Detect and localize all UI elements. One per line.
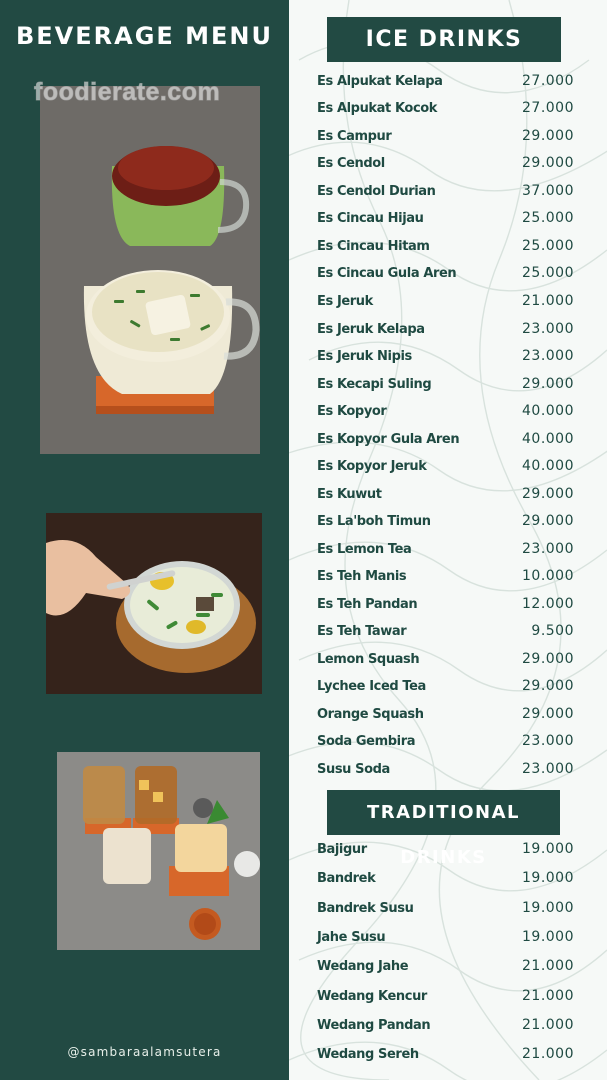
- item-name: Es Jeruk Kelapa: [317, 322, 425, 337]
- menu-item: [317, 841, 574, 857]
- item-price: 21.000: [522, 1017, 574, 1033]
- menu-item: [317, 678, 574, 694]
- menu-title: BEVERAGE MENU: [15, 22, 273, 50]
- menu-item: [317, 568, 574, 584]
- item-price: 10.000: [522, 568, 574, 584]
- es-campur-photo: [46, 513, 262, 694]
- menu-item: [317, 1017, 574, 1033]
- menu-item: [317, 293, 574, 309]
- item-name: Es Kopyor Jeruk: [317, 459, 427, 474]
- menu-item: [317, 1046, 574, 1062]
- item-price: 19.000: [522, 900, 574, 916]
- menu-item: [317, 183, 574, 199]
- item-price: 27.000: [522, 100, 574, 116]
- item-name: Wedang Jahe: [317, 959, 409, 974]
- item-price: 12.000: [522, 596, 574, 612]
- menu-item: [317, 128, 574, 144]
- item-name: Es Cendol Durian: [317, 184, 436, 199]
- item-price: 29.000: [522, 678, 574, 694]
- menu-item: [317, 513, 574, 529]
- traditional-drinks-photo-graphic: [57, 752, 260, 950]
- item-price: 25.000: [522, 265, 574, 281]
- item-price: 37.000: [522, 183, 574, 199]
- item-price: 29.000: [522, 706, 574, 722]
- menu-item: [317, 458, 574, 474]
- item-price: 23.000: [522, 541, 574, 557]
- menu-item: [317, 486, 574, 502]
- menu-item: [317, 651, 574, 667]
- menu-item: [317, 155, 574, 171]
- menu-item: [317, 988, 574, 1004]
- item-name: Es Teh Pandan: [317, 597, 418, 612]
- menu-item: [317, 706, 574, 722]
- menu-item: [317, 73, 574, 89]
- item-name: Es Kuwut: [317, 487, 382, 502]
- item-price: 19.000: [522, 841, 574, 857]
- item-price: 23.000: [522, 761, 574, 777]
- menu-item: [317, 958, 574, 974]
- menu-item: [317, 238, 574, 254]
- watermark: foodierate.com: [34, 78, 221, 106]
- item-name: Wedang Kencur: [317, 989, 427, 1004]
- menu-item: [317, 733, 574, 749]
- item-name: Es Cendol: [317, 156, 385, 171]
- item-price: 40.000: [522, 403, 574, 419]
- item-name: Soda Gembira: [317, 734, 416, 749]
- item-name: Es Campur: [317, 129, 392, 144]
- es-campur-photo-graphic: [46, 513, 262, 694]
- item-name: Susu Soda: [317, 762, 390, 777]
- item-price: 19.000: [522, 929, 574, 945]
- item-name: Wedang Sereh: [317, 1047, 419, 1062]
- right-panel: [289, 0, 607, 1080]
- item-price: 25.000: [522, 238, 574, 254]
- menu-item: [317, 870, 574, 886]
- menu-item: [317, 541, 574, 557]
- menu-item: [317, 403, 574, 419]
- item-price: 29.000: [522, 486, 574, 502]
- item-name: Es Alpukat Kelapa: [317, 74, 443, 89]
- menu-item: [317, 900, 574, 916]
- menu-item: [317, 348, 574, 364]
- item-price: 23.000: [522, 733, 574, 749]
- menu-item: [317, 265, 574, 281]
- item-name: Bandrek: [317, 871, 376, 886]
- item-name: Es Kopyor Gula Aren: [317, 432, 460, 447]
- item-price: 23.000: [522, 348, 574, 364]
- cendol-photo-graphic: [40, 86, 260, 454]
- menu-item: [317, 431, 574, 447]
- item-name: Es Teh Manis: [317, 569, 407, 584]
- item-name: Es Cincau Hijau: [317, 211, 424, 226]
- item-name: Es Cincau Hitam: [317, 239, 430, 254]
- menu-item: [317, 761, 574, 777]
- item-name: Wedang Pandan: [317, 1018, 431, 1033]
- item-price: 29.000: [522, 155, 574, 171]
- item-price: 40.000: [522, 431, 574, 447]
- menu-item: [317, 596, 574, 612]
- left-panel: [0, 0, 289, 1080]
- item-price: 21.000: [522, 958, 574, 974]
- traditional-drinks-photo: [57, 752, 260, 950]
- item-price: 9.500: [531, 623, 574, 639]
- item-name: Orange Squash: [317, 707, 424, 722]
- menu-item: [317, 623, 574, 639]
- item-name: Es Lemon Tea: [317, 542, 412, 557]
- item-name: Bandrek Susu: [317, 901, 414, 916]
- item-name: Es Kecapi Suling: [317, 377, 432, 392]
- traditional-drinks-header: TRADITIONAL DRINKS: [327, 790, 560, 835]
- item-name: Lemon Squash: [317, 652, 420, 667]
- ice-drinks-header: ICE DRINKS: [327, 17, 561, 62]
- cendol-photo: [40, 86, 260, 454]
- item-price: 40.000: [522, 458, 574, 474]
- item-price: 29.000: [522, 513, 574, 529]
- item-name: Es Alpukat Kocok: [317, 101, 438, 116]
- instagram-handle[interactable]: @sambaraalamsutera: [67, 1045, 222, 1059]
- item-name: Es Jeruk Nipis: [317, 349, 412, 364]
- item-price: 25.000: [522, 210, 574, 226]
- item-price: 21.000: [522, 293, 574, 309]
- item-name: Lychee Iced Tea: [317, 679, 426, 694]
- item-name: Es Teh Tawar: [317, 624, 407, 639]
- item-name: Jahe Susu: [317, 930, 386, 945]
- menu-item: [317, 376, 574, 392]
- item-name: Es Cincau Gula Aren: [317, 266, 457, 281]
- item-price: 23.000: [522, 321, 574, 337]
- item-name: Bajigur: [317, 842, 367, 857]
- item-name: Es Jeruk: [317, 294, 373, 309]
- menu-item: [317, 100, 574, 116]
- item-price: 29.000: [522, 128, 574, 144]
- item-price: 29.000: [522, 651, 574, 667]
- menu-item: [317, 321, 574, 337]
- item-name: Es La'boh Timun: [317, 514, 431, 529]
- item-price: 21.000: [522, 1046, 574, 1062]
- item-price: 29.000: [522, 376, 574, 392]
- item-price: 27.000: [522, 73, 574, 89]
- item-price: 19.000: [522, 870, 574, 886]
- item-price: 21.000: [522, 988, 574, 1004]
- menu-item: [317, 929, 574, 945]
- menu-item: [317, 210, 574, 226]
- item-name: Es Kopyor: [317, 404, 387, 419]
